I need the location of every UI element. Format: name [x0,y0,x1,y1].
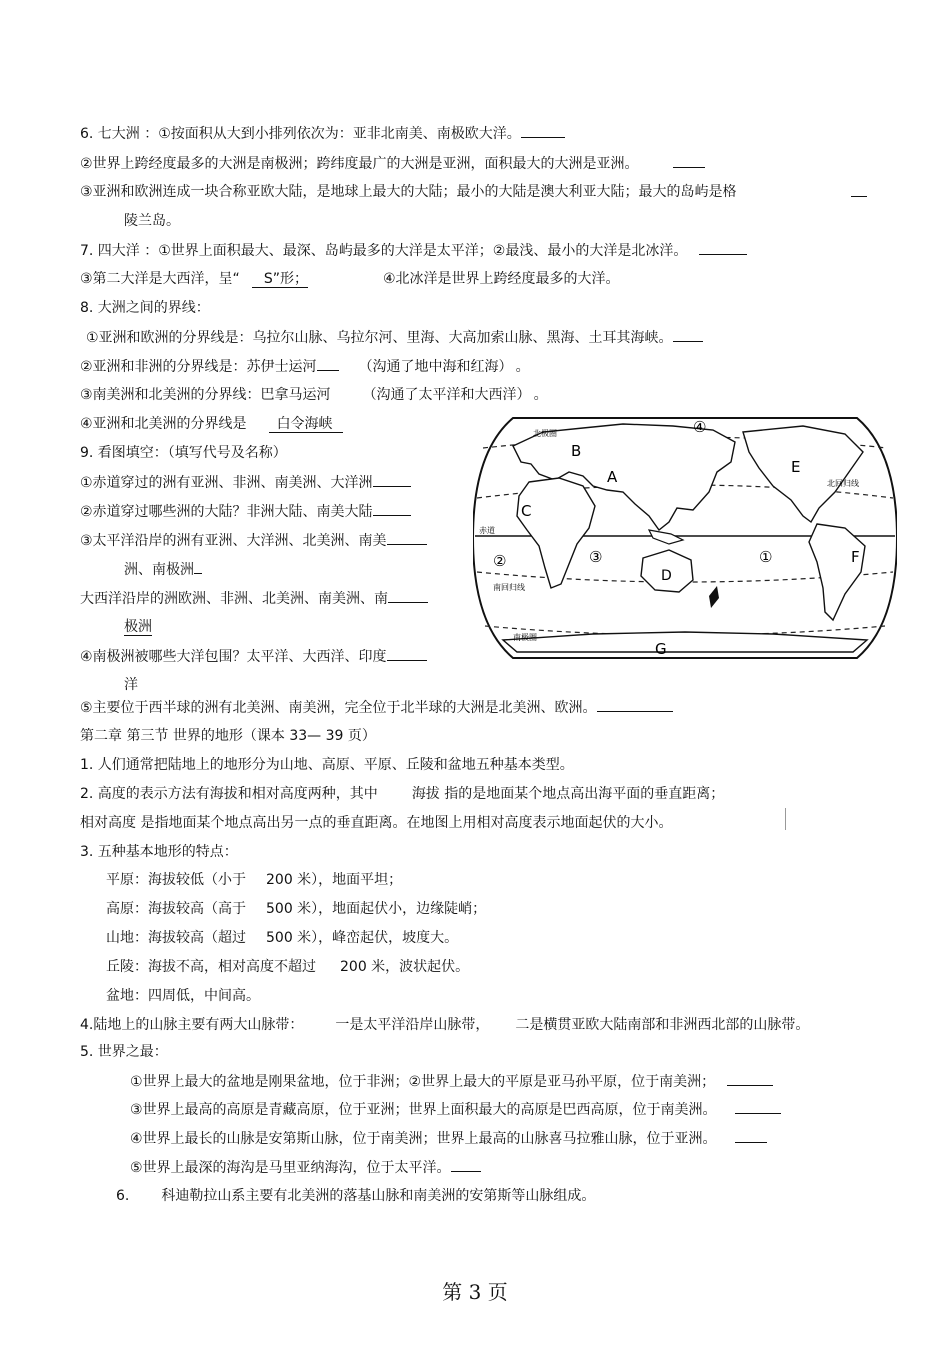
label-E: E [791,458,801,476]
line-landform-features [80,842,238,862]
text: S”形； [252,271,308,288]
label-arctic-circle: 北极圈 [533,429,557,438]
text: （沟通了地中海和红海） [358,359,506,375]
text: 科迪勒拉山系主要有北美洲的落基山脉和南美洲的安第斯等山脉组成。 [161,1188,596,1204]
text: 极洲 [124,619,152,635]
text: ③太平洋沿岸的洲有亚洲、大洋洲、北美洲、南美 [80,533,387,549]
text: ③亚洲和欧洲连成一块合称亚欧大陆，是地球上最大的大陆；最小的大陆是澳大利亚大陆；最大的岛屿是格 [80,184,737,200]
line-basin [106,986,260,1006]
label-B: B [571,442,582,460]
line-greenland [124,211,180,231]
line-atlantic-coast [80,588,428,609]
text: 8. 大洲之间的界线： [80,300,210,316]
text: ②赤道穿过哪些洲的大陆？非洲大陆、南美大陆 [80,504,373,520]
line-antarctica-oceans [80,646,427,667]
label-F: F [851,548,860,566]
line-cordillera [116,1186,595,1206]
line-map-heading [80,443,287,463]
text: 洲、南极洲 [124,562,194,578]
text: 陵兰岛。 [124,213,180,229]
line-asia-europe-boundary [86,327,703,348]
line-continent-extremes [80,153,705,174]
text: ③第二大洋是大西洋，呈“ [80,271,240,287]
label-D: D [661,568,672,584]
text: 海拔 指的是地面某个地点高出海平面的垂直距离； [411,786,725,802]
text: 洋 [124,677,138,693]
text: ②世界上跨经度最多的大洲是南极洲；跨纬度最广的大洲是亚洲，面积最大的大洲是亚洲。 [80,156,639,172]
text: 二是横贯亚欧大陆南部和非洲西北部的山脉带。 [515,1017,810,1033]
text: ①世界上最大的盆地是刚果盆地，位于非洲；②世界上最大的平原是亚马孙平原，位于南美洲； [130,1074,716,1090]
section-heading [80,726,376,746]
line-antarctica-oceans-cont [124,675,138,695]
text: ⑤世界上最深的海沟是马里亚纳海沟，位于太平洋。 [130,1160,451,1176]
text: 丘陵：海拔不高，相对高度不超过 [106,959,316,975]
text: 9. 看图填空：（填写代号及名称） [80,445,287,461]
line-world-records [80,1042,168,1062]
text: 一是太平洋沿岸山脉带， [335,1017,490,1033]
line-hemispheres [80,697,673,718]
label-G: G [655,640,667,658]
margin-mark [785,808,786,830]
text: 相对高度 是指地面某个地点高出另一点的垂直距离。在地图上用相对高度表示地面起伏的大小。 [80,815,673,831]
label-C: C [521,502,532,520]
line-pacific-coast-cont [124,559,202,580]
text: ①亚洲和欧洲的分界线是：乌拉尔山脉、乌拉尔河、里海、大高加索山脉、黑海、土耳其海峡。 [86,330,673,346]
text: ③世界上最高的高原是青藏高原，位于亚洲；世界上面积最大的高原是巴西高原，位于南美洲。 [130,1102,717,1118]
line-asia-na-boundary [80,414,343,434]
line-record-3 [130,1128,767,1149]
line-americas-boundary [80,385,548,405]
line-pacific-coast [80,530,427,551]
answer-underline [673,153,705,168]
world-map-svg [473,412,897,664]
answer-underline [521,123,565,138]
line-equator-continents [80,472,411,493]
line-record-1 [130,1071,773,1092]
label-antarctic-circle: 南极圈 [513,633,537,642]
text: 3. 五种基本地形的特点： [80,844,238,860]
line-hill [106,957,469,977]
text: ④世界上最长的山脉是安第斯山脉，位于南美洲；世界上最高的山脉喜马拉雅山脉，位于亚洲。 [130,1131,717,1147]
answer-underline [699,240,747,255]
text: 。 [515,359,530,375]
text: 6. 七大洲 ：①按面积从大到小排列依次为：亚非北南美、南极欧大洋。 [80,126,521,142]
text: ①赤道穿过的洲有亚洲、非洲、南美洲、大洋洲 [80,475,373,491]
text: 500 米），峰峦起伏，坡度大。 [266,930,459,946]
label-A: A [607,468,618,486]
world-map [473,412,897,664]
text: 5. 世界之最： [80,1044,168,1060]
answer-underline [851,182,867,203]
label-tropic-capricorn: 南回归线 [493,583,525,592]
line-altitude [80,784,724,804]
line-atlantic [80,269,308,289]
line-record-2 [130,1099,781,1120]
text: 200 米），地面平坦； [266,872,403,888]
label-equator: 赤道 [479,526,495,535]
text: ③南美洲和北美洲的分界线：巴拿马运河 [80,387,331,403]
text: 200 米，波状起伏。 [340,959,470,975]
text: 1. 人们通常把陆地上的地形分为山地、高原、平原、丘陵和盆地五种基本类型。 [80,757,574,773]
answer-underline [673,327,703,342]
text: 盆地：四周低，中间高。 [106,988,260,1004]
text: 高原：海拔较高（高于 [106,901,246,917]
line-plain [106,870,402,890]
page-number: 第 3 页 [442,1280,508,1304]
line-eurasia [80,182,737,202]
text: ④南极洲被哪些大洋包围？太平洋、大西洋、印度 [80,649,387,665]
text: ④北冰洋是世界上跨经度最多的大洋。 [383,271,620,287]
line-landform-types [80,755,574,775]
text: 山地：海拔较高（超过 [106,930,246,946]
label-ocean-2: ② [493,552,507,570]
text: 第二章 第三节 世界的地形（课本 33— 39 页） [80,728,376,744]
text: 500 米），地面起伏小，边缘陡峭； [266,901,487,917]
text: 平原：海拔较低（小于 [106,872,246,888]
line-record-4 [130,1157,481,1178]
line-asia-africa-boundary [80,356,530,377]
text: 4.陆地上的山脉主要有两大山脉带： [80,1017,304,1033]
label-tropic-cancer: 北回归线 [827,479,859,488]
text: 。 [533,387,548,403]
line-four-oceans [80,240,747,261]
text: 大西洋沿岸的洲欧洲、非洲、北美洲、南美洲、南 [80,591,388,607]
label-ocean-3: ③ [589,548,603,566]
line-mountain [106,928,458,948]
text: 白令海峡 [269,416,343,433]
text: 2. 高度的表示方法有海拔和相对高度两种，其中 [80,786,378,802]
line-arctic [383,269,620,289]
line-mountain-belts [80,1015,809,1035]
line-seven-continents [80,123,565,144]
line-plateau [106,899,486,919]
text: ⑤主要位于西半球的洲有北美洲、南美洲，完全位于北半球的大洲是北美洲、欧洲。 [80,700,597,716]
line-relative-height [80,813,672,833]
text: 6. [116,1188,130,1204]
line-equator-mainlands [80,501,411,522]
label-ocean-1: ① [759,548,773,566]
text: ④亚洲和北美洲的分界线是 [80,416,247,432]
text: ②亚洲和非洲的分界线是：苏伊士运河 [80,359,317,375]
line-atlantic-coast-cont [124,617,152,637]
text: 7. 四大洋 ：①世界上面积最大、最深、岛屿最多的大洋是太平洋；②最浅、最小的大洋是北冰洋。 [80,243,688,259]
text: （沟通了太平洋和大西洋） [362,387,524,403]
line-boundaries-heading [80,298,210,318]
label-ocean-4: ④ [693,418,707,436]
